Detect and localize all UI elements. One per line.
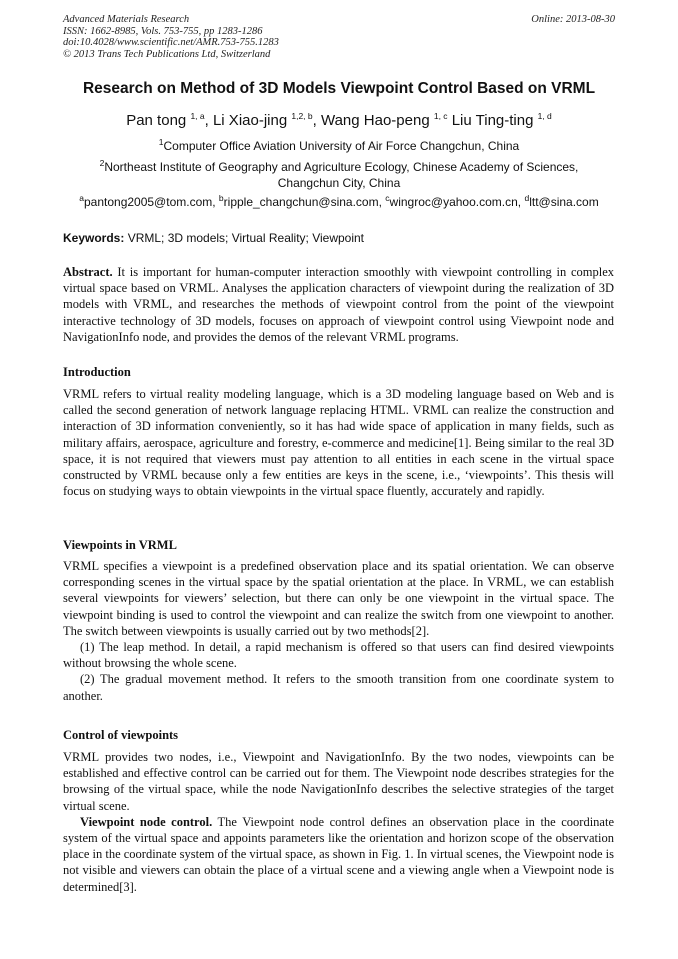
- author-name: Liu Ting-ting: [451, 112, 534, 129]
- journal-header: [63, 14, 615, 60]
- introduction-body: [63, 386, 614, 499]
- paper-title: Research on Method of 3D Models Viewpoint Control Based on VRML: [82, 80, 596, 97]
- viewpoints-body: [63, 558, 614, 704]
- abstract: [63, 264, 614, 345]
- email-separator: ,: [378, 195, 386, 209]
- email-sup: c: [385, 193, 390, 203]
- paragraph: [63, 814, 614, 895]
- keywords-text: VRML; 3D models; Virtual Reality; Viewpoint: [124, 231, 365, 245]
- keywords-label: Keywords:: [63, 231, 125, 245]
- abstract-label: Abstract.: [63, 265, 113, 279]
- author-sup: 1, a: [190, 111, 205, 121]
- email-separator: ,: [212, 195, 219, 209]
- affiliation-sup: 1: [158, 137, 164, 147]
- doi-line: doi:10.4028/www.scientific.net/AMR.753-755.1283: [63, 37, 279, 48]
- section-heading-introduction: Introduction: [63, 365, 131, 379]
- paragraph: VRML specifies a viewpoint is a predefined observation place and its spatial orientation. We can observe corresponding scenes in the virtual space by the spatial orientation at the place. In VRML, we can establish several viewpoints for viewers’ selection, but there can only be one viewpoint in the virtual space. The viewpoint binding is used to control the viewpoint and can realize the switch from one viewpoint to another. The switch between viewpoints is usually carried out by two methods[2].: [63, 559, 614, 638]
- email-sup: d: [524, 193, 530, 203]
- subsection-label: Viewpoint node control.: [80, 814, 213, 829]
- section-heading-control: Control of viewpoints: [63, 728, 179, 742]
- online-date: Online: 2013-08-30: [531, 14, 615, 25]
- affiliation-text: Northeast Institute of Geography and Agriculture Ecology, Chinese Academy of Sciences, Changchun City, China: [104, 160, 579, 190]
- keywords: [63, 231, 615, 245]
- email-list: [20, 195, 658, 209]
- email-address[interactable]: ripple_changchun@sina.com: [223, 195, 379, 209]
- author-name: Li Xiao-jing: [212, 112, 288, 129]
- email-sup: b: [218, 193, 224, 203]
- email-separator: ,: [517, 195, 525, 209]
- paragraph-text: The Viewpoint node control defines an observation place in the coordinate system of the virtual space and appoints parameters like the orientation and horizon scope of the observation place in the coordinate system of the virtual space, as shown in Fig. 1. In virtual scenes, the Viewpoint node is not visible and viewers can obtain the place of a virtual scene and a viewing angle when a Viewpoint node is determined[3].: [63, 814, 614, 894]
- journal-name: Advanced Materials Research: [63, 14, 190, 25]
- section-heading-viewpoints: Viewpoints in VRML: [63, 538, 177, 552]
- abstract-text: It is important for human-computer interaction smoothly with viewpoint controlling in complex virtual space based on VRML. Analyses the application characters of viewpoint during the realization of 3D models with VRML, and researches the methods of viewpoint control from the point of the viewpoint interactive technology of 3D models, focuses on approach of viewpoint control using Viewpoint node and NavigationInfo node, and provides the demos of the relevant VRML programs.: [63, 265, 614, 344]
- email-address[interactable]: ltt@sina.com: [529, 195, 599, 209]
- affiliation-text: Computer Office Aviation University of Air Force Changchun, China: [163, 139, 520, 153]
- copyright-line: © 2013 Trans Tech Publications Ltd, Switzerland: [63, 48, 271, 60]
- author-separator: ,: [312, 112, 321, 129]
- author-sup: 1, c: [433, 111, 448, 121]
- email-sup: a: [79, 193, 84, 203]
- paragraph: (2) The gradual movement method. It refers to the smooth transition from one coordinate system to another.: [63, 672, 614, 703]
- affiliation-sup: 2: [99, 158, 105, 168]
- email-address[interactable]: pantong2005@tom.com: [83, 195, 213, 209]
- author-sup: 1, d: [537, 111, 552, 121]
- author-name: Pan tong: [126, 112, 187, 129]
- affiliation-2: [80, 159, 598, 191]
- paragraph: VRML provides two nodes, i.e., Viewpoint and NavigationInfo. By the two nodes, viewpoints can be established and effective control can be carried out for them. The Viewpoint node describes strategies for the browsing of the virtual space, while the node NavigationInfo describes the selective strategies of the target virtual scene.: [63, 750, 614, 813]
- author-name: Wang Hao-peng: [320, 112, 430, 129]
- author-separator: ,: [204, 112, 213, 129]
- email-address[interactable]: wingroc@yahoo.com.cn: [389, 195, 518, 209]
- paragraph: VRML refers to virtual reality modeling language, which is a 3D modeling language based on Web and is called the second generation of network language replacing HTML. VRML can realize the construction and interaction of 3D information conveniently, so it has had wide space of application in many fields, such as military affairs, aerospace, agriculture and forestry, e-commerce and medicine[1]. Being similar to the real 3D space, it is not required that viewers must pay attention to all entities in each scene in the virtual space constructed by VRML because only a few entities are keys in the scene, i.e., ‘viewpoints’. This thesis will focus on studying ways to obtain viewpoints in the virtual space fluently, accurately and rapidly.: [63, 387, 614, 499]
- author-sup: 1,2, b: [291, 111, 313, 121]
- issn-line: ISSN: 1662-8985, Vols. 753-755, pp 1283-1286: [63, 25, 263, 37]
- paragraph: (1) The leap method. In detail, a rapid mechanism is offered so that users can find desired viewpoints without browsing the whole scene.: [63, 640, 614, 671]
- control-body: [63, 749, 614, 895]
- author-list: [30, 112, 648, 129]
- affiliation-1: [40, 138, 638, 154]
